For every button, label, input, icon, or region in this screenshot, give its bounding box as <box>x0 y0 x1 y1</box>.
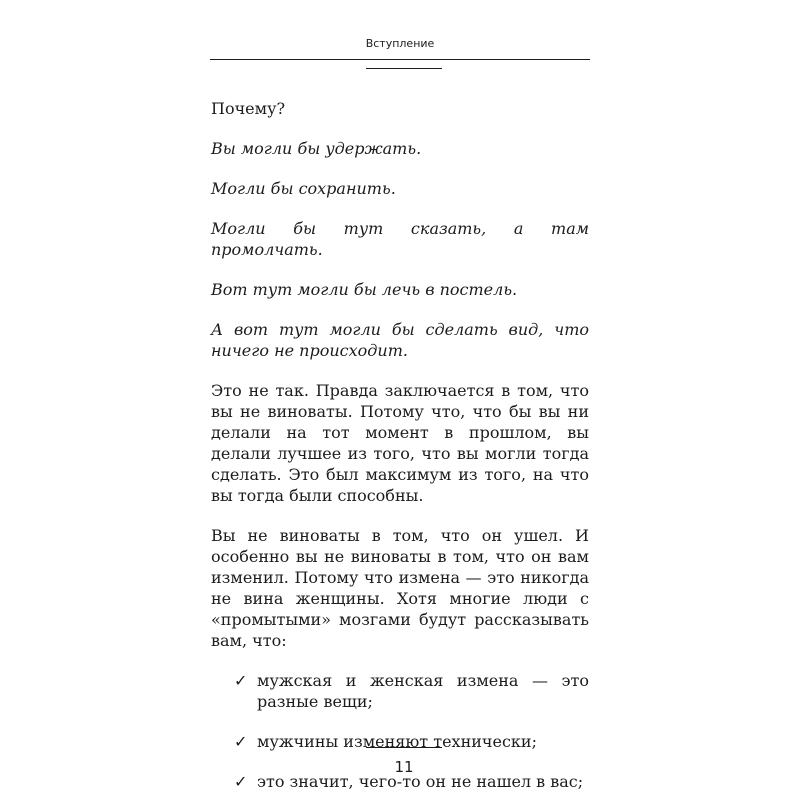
list-item <box>211 731 589 752</box>
paragraph-not-guilty: Это не так. Правда заключается в том, что вы не виноваты. Потому что, что бы вы ни делали на тот момент в прошлом, вы делали лучшее из того, что вы могли тогда сделать. Это был максимум из того, на что вы тогда были способны. <box>211 381 589 505</box>
paragraph-italic-4: Вот тут могли бы лечь в постель. <box>211 280 518 299</box>
paragraph-betrayal: Вы не виноваты в том, что он ушел. И особенно вы не виноваты в том, что он вам изменил. Потому что измена — это никогда не вина женщины. Хотя многие люди с «промытыми» мозгами будут рассказывать вам, что: <box>211 526 589 650</box>
footer-short-rule <box>366 747 442 748</box>
paragraph-italic-1: Вы могли бы удержать. <box>211 139 422 158</box>
header-short-rule <box>366 68 442 69</box>
header-rule <box>210 59 590 60</box>
paragraph-question: Почему? <box>211 99 286 118</box>
paragraph-italic-3: Могли бы тут сказать, а там промолчать. <box>211 219 589 259</box>
paragraph-italic-2: Могли бы сохранить. <box>211 179 396 198</box>
body-text <box>211 98 589 811</box>
page-number: 11 <box>394 758 414 776</box>
list-item-text: мужская и женская измена — это разные вещи; <box>257 671 589 711</box>
list-item-text: мужчины изменяют технически; <box>257 732 537 751</box>
checkmark-icon: ✓ <box>234 671 248 690</box>
checkmark-icon: ✓ <box>234 772 248 791</box>
checkmark-icon: ✓ <box>234 732 248 751</box>
running-head-title: Вступление <box>365 37 435 50</box>
list-item <box>211 670 589 712</box>
paragraph-italic-5: А вот тут могли бы сделать вид, что ничего не происходит. <box>211 320 589 360</box>
list-item-text: это значит, чего-то он не нашел в вас; <box>257 772 584 791</box>
